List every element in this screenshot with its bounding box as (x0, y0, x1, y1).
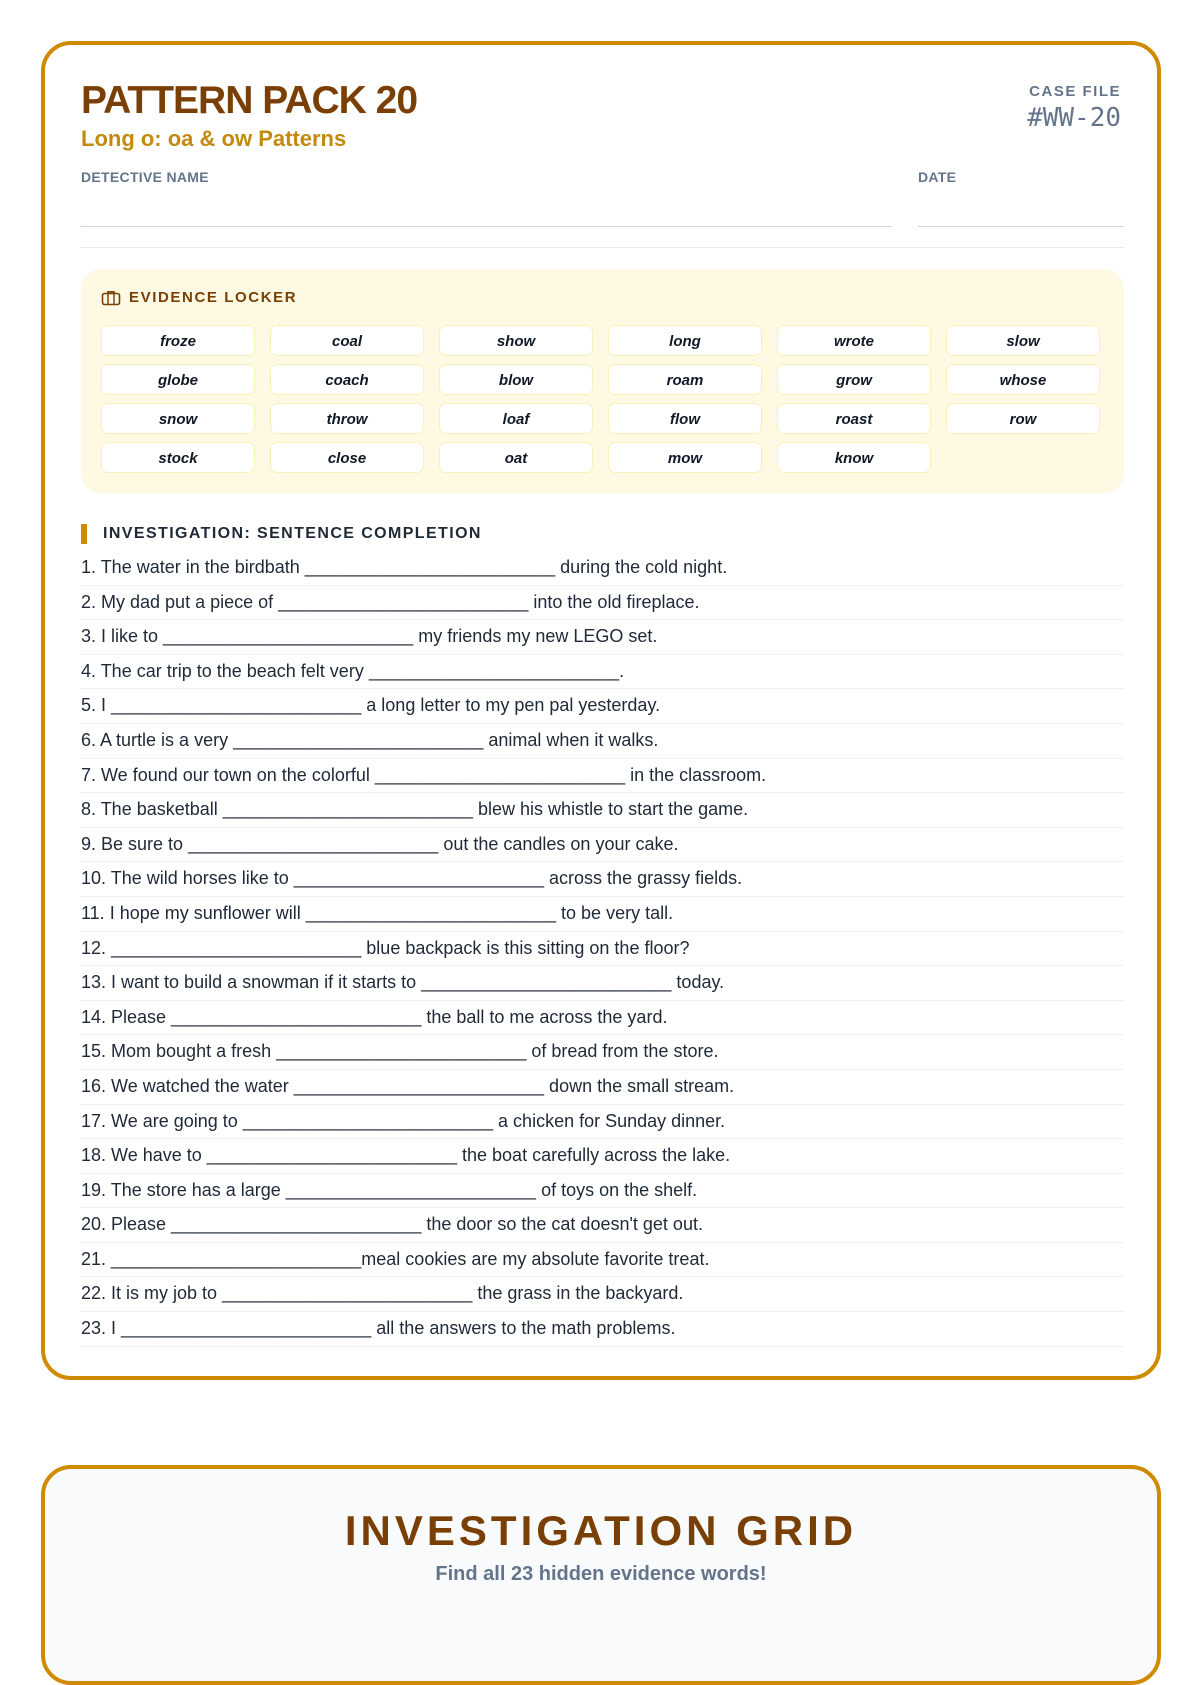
sentence-item: 9. Be sure to _________________________ out the candles on your cake. (81, 828, 1124, 863)
date-field[interactable] (918, 226, 1124, 227)
word-chip: froze (101, 325, 255, 356)
investigation-grid-card (41, 1465, 1161, 1685)
word-chip: know (777, 442, 931, 473)
sentence-item: 11. I hope my sunflower will _________________________ to be very tall. (81, 897, 1124, 932)
evidence-locker-title: EVIDENCE LOCKER (129, 289, 298, 306)
word-chip: grow (777, 364, 931, 395)
date-label: DATE (918, 169, 957, 185)
sentence-item: 20. Please _________________________ the door so the cat doesn't get out. (81, 1208, 1124, 1243)
word-chip: throw (270, 403, 424, 434)
sentence-item: 23. I _________________________ all the answers to the math problems. (81, 1312, 1124, 1347)
evidence-locker-heading (101, 289, 297, 306)
word-chip: slow (946, 325, 1100, 356)
sentence-list (81, 551, 1124, 1347)
word-chip: long (608, 325, 762, 356)
sentence-item: 8. The basketball _________________________ blew his whistle to start the game. (81, 793, 1124, 828)
sentence-item: 5. I _________________________ a long letter to my pen pal yesterday. (81, 689, 1124, 724)
word-chip: wrote (777, 325, 931, 356)
sentence-item: 12. _________________________ blue backpack is this sitting on the floor? (81, 932, 1124, 967)
investigation-heading: INVESTIGATION: SENTENCE COMPLETION (81, 524, 482, 544)
sentence-item: 10. The wild horses like to _________________________ across the grassy fields. (81, 862, 1124, 897)
sentence-item: 19. The store has a large _________________________ of toys on the shelf. (81, 1174, 1124, 1209)
word-chip: whose (946, 364, 1100, 395)
briefcase-icon (101, 290, 121, 306)
word-chip: oat (439, 442, 593, 473)
word-chip: blow (439, 364, 593, 395)
sentence-item: 13. I want to build a snowman if it starts to _________________________ today. (81, 966, 1124, 1001)
word-chip: coal (270, 325, 424, 356)
sentence-item: 18. We have to _________________________ the boat carefully across the lake. (81, 1139, 1124, 1174)
sentence-item: 3. I like to _________________________ my friends my new LEGO set. (81, 620, 1124, 655)
sentence-item: 1. The water in the birdbath _________________________ during the cold night. (81, 551, 1124, 586)
word-chip: coach (270, 364, 424, 395)
sentence-item: 6. A turtle is a very _________________________ animal when it walks. (81, 724, 1124, 759)
word-bank (101, 325, 1100, 473)
sentence-item: 22. It is my job to _________________________ the grass in the backyard. (81, 1277, 1124, 1312)
page-title: PATTERN PACK 20 (81, 79, 418, 122)
word-chip: flow (608, 403, 762, 434)
word-chip: roam (608, 364, 762, 395)
word-chip: globe (101, 364, 255, 395)
page-subtitle: Long o: oa & ow Patterns (81, 126, 347, 151)
word-chip: loaf (439, 403, 593, 434)
word-chip: show (439, 325, 593, 356)
sentence-item: 7. We found our town on the colorful _________________________ in the classroom. (81, 759, 1124, 794)
sentence-item: 16. We watched the water _________________________ down the small stream. (81, 1070, 1124, 1105)
sentence-item: 4. The car trip to the beach felt very _________________________. (81, 655, 1124, 690)
grid-title: INVESTIGATION GRID (344, 1507, 858, 1554)
header-divider (81, 247, 1124, 248)
sentence-item: 15. Mom bought a fresh _________________________ of bread from the store. (81, 1035, 1124, 1070)
sentence-item: 21. _________________________meal cookies are my absolute favorite treat. (81, 1243, 1124, 1278)
detective-name-field[interactable] (81, 226, 892, 227)
case-file-id: #WW-20 (1027, 103, 1121, 133)
sentence-item: 17. We are going to _________________________ a chicken for Sunday dinner. (81, 1105, 1124, 1140)
worksheet-card (41, 41, 1161, 1380)
word-chip: roast (777, 403, 931, 434)
case-file-label: CASE FILE (1029, 83, 1121, 100)
detective-name-label: DETECTIVE NAME (81, 169, 209, 185)
word-chip: row (946, 403, 1100, 434)
sentence-item: 14. Please _________________________ the ball to me across the yard. (81, 1001, 1124, 1036)
word-chip: stock (101, 442, 255, 473)
sentence-item: 2. My dad put a piece of _________________________ into the old fireplace. (81, 586, 1124, 621)
grid-subtitle: Find all 23 hidden evidence words! (435, 1563, 767, 1585)
word-chip: snow (101, 403, 255, 434)
word-chip: mow (608, 442, 762, 473)
word-chip: close (270, 442, 424, 473)
evidence-locker (81, 269, 1124, 493)
